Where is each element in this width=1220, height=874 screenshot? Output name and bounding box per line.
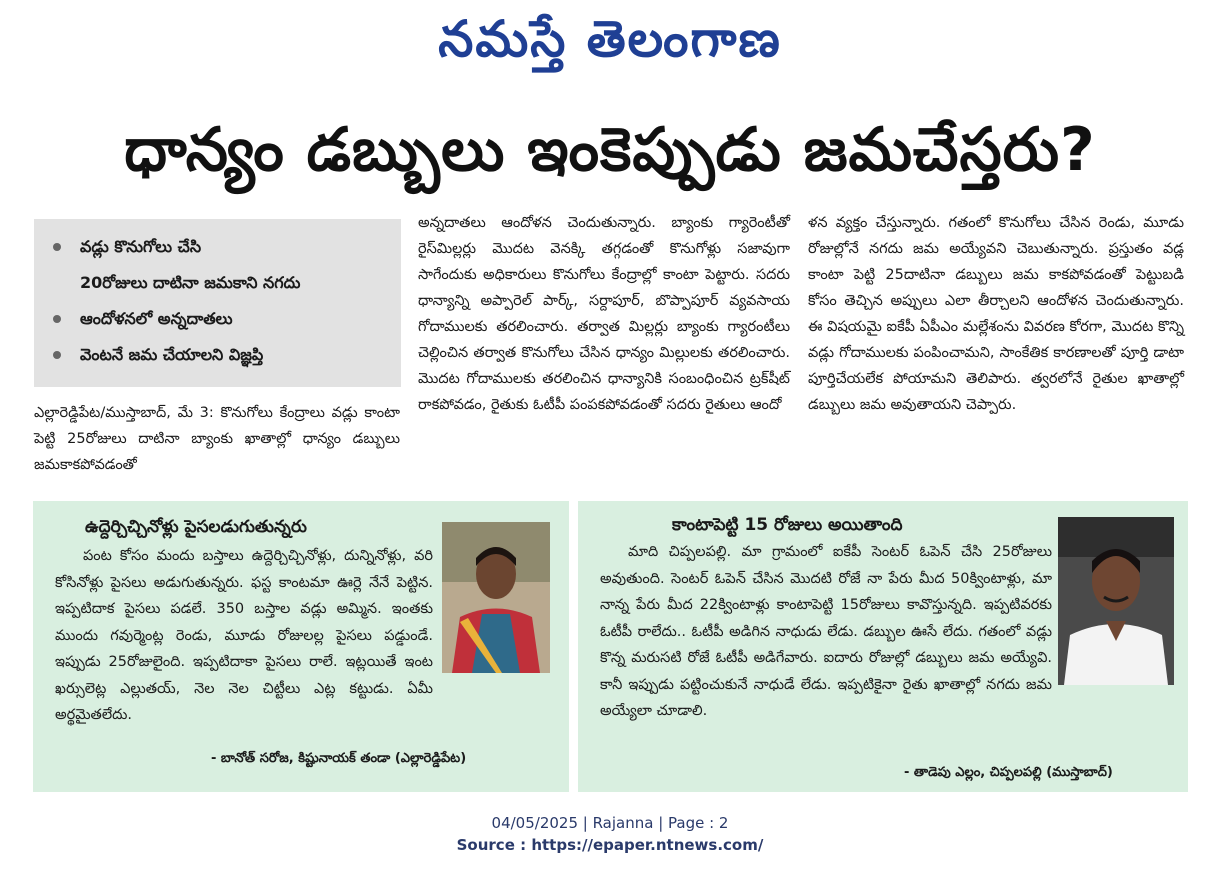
article-column-3: ళన వ్యక్తం చేస్తున్నారు. గతంలో కొనుగోలు చేసిన రెండు, మూడు రోజుల్లోనే నగదు జమ అయ్యేవని చెబుతున్నారు. ప్రస్తుతం వడ్ల కాంటా పెట్టి 25దాటినా డబ్బులు జమ కాకపోవడంతో పెట్టుబడి కోసం తెచ్చిన అప్పులు ఎలా తీర్చాలని ఆందోళన చెందుతున్నారు. ఈ విషయమై ఐకేపీ ఏపీఎం మల్లేశంను వివరణ కోరగా, మొదట కొన్ని వడ్లు గోదాములకు పంపించామని, సాంకేతిక కారణాలతో పూర్తి డాటా పూర్తిచేయలేక పోయామని తెలిపారు. త్వరలోనే రైతుల ఖాతాల్లో డబ్బులు జమ అవుతాయని చెప్పారు. [808, 215, 1184, 413]
bullet-icon [53, 243, 61, 251]
farmer-quote-box-1 [33, 501, 569, 792]
quote-title: కాంటాపెట్టి 15 రోజులు అయితాంది [672, 515, 903, 535]
farmer-quote-box-2 [578, 501, 1188, 792]
article-column-1: ఎల్లారెడ్డిపేట/ముస్తాబాద్, మే 3: కొనుగోలు కేంద్రాలు వడ్లు కాంటా పెట్టి 25రోజులు దాటినా బ్యాంకు ఖాతాల్లో ధాన్యం డబ్బులు జమకాకపోవడంతో [34, 405, 400, 473]
man-portrait-photo [1058, 517, 1174, 685]
bullet-icon [53, 315, 61, 323]
quote-title: ఉద్దెర్చిచ్చినోళ్లు పైసలడుగుతున్నరు [85, 517, 307, 537]
highlight-item: వెంటనే జమ చేయాలని విజ్ఞప్తి [34, 337, 401, 373]
article-column-2: అన్నదాతలు ఆందోళన చెందుతున్నారు. బ్యాంకు గ్యారెంటీతో రైస్‌మిల్లర్లు మొదట వెనక్కి తగ్గడంతో కొనుగోళ్లు సజావుగా సాగేందుకు అధికారులు కొనుగోలు కేంద్రాల్లో కాంటా పెట్టారు. సదరు ధాన్యాన్ని అప్పారెల్ పార్క్, సర్దాపూర్, బొప్పాపూర్ వ్యవసాయ గోదాములకు తరలించారు. తర్వాత మిల్లర్లు బ్యాంకు గ్యారంటీలు చెల్లించిన తర్వాత కొనుగోలు చేసిన ధాన్యం మిల్లులకు తరలించారు. మొదట గోదాములకు తరలించిన ధాన్యానికి సంబంధించిన ట్రక్‌షీట్ రాకపోవడం, రైతుకు ఓటీపీ పంపకపోవడంతో సదరు రైతులు ఆందో [418, 215, 790, 413]
footer [0, 812, 1220, 856]
quote-attribution: - బానోత్ సరోజ, కిష్టునాయక్ తండా (ఎల్లారెడ్డిపేట) [211, 751, 467, 766]
quote-body: పంట కోసం మందు బస్తాలు ఉద్దెర్చిచ్చినోళ్లు, దున్నినోళ్లు, వరి కోసినోళ్లు పైసలు అడుగుతున్నరు. ఫస్ట కాంటమా ఊర్లె నేనే పెట్టిన. ఇప్పటిదాక పైసలు పడలే. 350 బస్తాల వడ్లు అమ్మిన. ఇంతకు ముందు గవుర్మెంట్ల రెండు, మూడు రోజులల్ల పైసలు పడ్డుండే. ఇప్పుడు 25రోజులైంది. ఇప్పటిదాకా పైసలు రాలే. ఇట్లయితే ఇంట ఖర్సులెట్ల ఎల్లుతయ్, నెల నెల చిట్టీలు ఎట్ల కట్టుడు. ఏమీ అర్థమైతలేదు. [55, 548, 433, 723]
highlight-item: వడ్లు కొనుగోలు చేసి 20రోజులు దాటినా జమకాని నగదు [34, 229, 401, 301]
woman-portrait-photo [442, 522, 550, 673]
bullet-icon [53, 351, 61, 359]
quote-body: మాది చిప్పలపల్లి. మా గ్రామంలో ఐకేపీ సెంటర్ ఓపెన్ చేసి 25రోజులు అవుతుంది. సెంటర్ ఓపెన్ చేసిన మొదటి రోజే నా పేరు మీద 50క్వింటాళ్లు, మా నాన్న పేరు మీద 22క్వింటాళ్లు కాంటాపెట్టి 15రోజులు కావొస్తున్నది. ఇప్పటివరకు ఓటీపీ రాలేదు.. ఓటీపీ అడిగిన నాధుడు లేడు. డబ్బుల ఊసే లేదు. గతంలో వడ్లు కొన్న మరుసటి రోజే ఓటీపీ అడిగేవారు. ఐదారు రోజుల్లో డబ్బులు జమ అయ్యేవి. కానీ ఇప్పుడు పట్టించుకునే నాధుడే లేడు. ఇప్పటికైనా రైతు ఖాతాల్లో నగదు జమ అయ్యేలా చూడాలి. [600, 544, 1052, 719]
masthead-logo: నమస్తే తెలంగాణ [438, 9, 782, 68]
highlights-box [34, 219, 401, 387]
highlight-item: ఆందోళనలో అన్నదాతలు [34, 301, 401, 337]
quote-attribution: - తాడెపు ఎల్లం, చిప్పలపల్లి (ముస్తాబాద్) [904, 765, 1113, 780]
source-link[interactable]: Source : https://epaper.ntnews.com/ [456, 836, 764, 854]
headline: ధాన్యం డబ్బులు ఇంకెప్పుడు జమచేస్తరు? [124, 115, 1096, 185]
edition-info: 04/05/2025 | Rajanna | Page : 2 [491, 814, 729, 832]
